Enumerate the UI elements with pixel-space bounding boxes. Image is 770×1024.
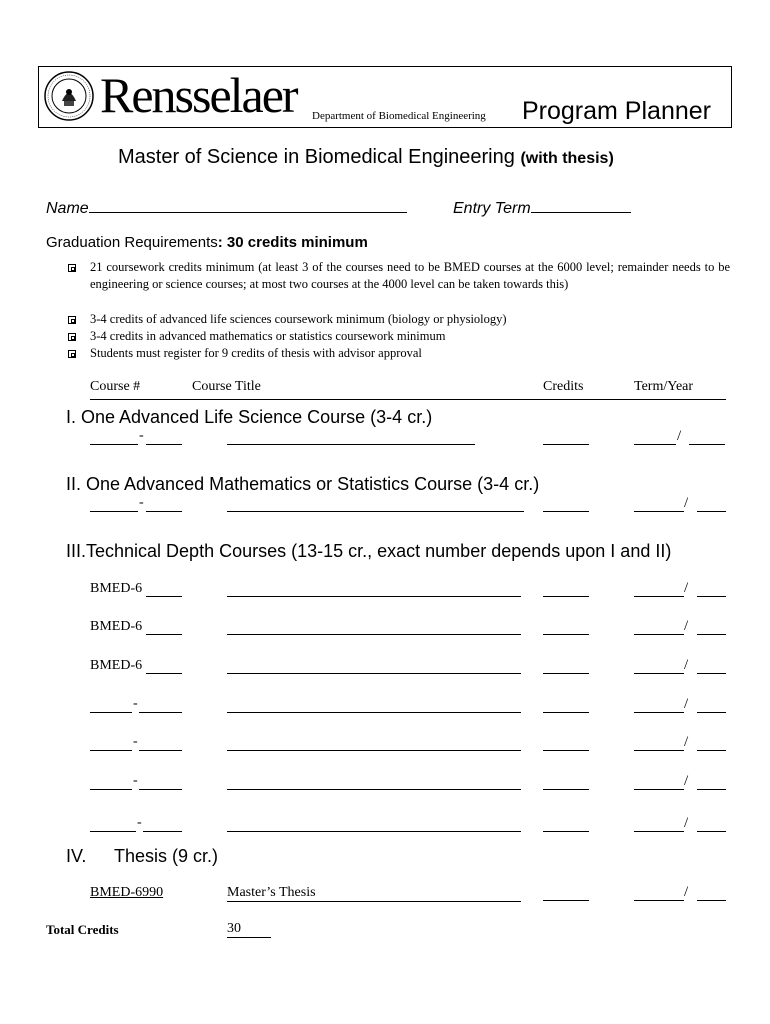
entry-term-field[interactable] — [453, 198, 631, 218]
name-blank[interactable] — [89, 198, 407, 213]
section-4-number: IV. — [66, 846, 87, 866]
course-dash: - — [137, 815, 142, 830]
course-number-blank[interactable] — [139, 750, 182, 751]
course-number-blank[interactable] — [146, 444, 182, 445]
term-blank[interactable] — [634, 596, 684, 597]
section-2-heading: II. One Advanced Mathematics or Statistics Course (3-4 cr.) — [66, 474, 540, 494]
checkbox-bullet-icon — [68, 316, 76, 324]
course-number-blank[interactable] — [143, 831, 182, 832]
column-header-rule — [90, 399, 726, 400]
checkbox-bullet-icon — [68, 264, 76, 272]
title-main: Master of Science in Biomedical Engineering — [118, 146, 515, 168]
total-credits-value: 30 — [227, 921, 271, 938]
course-dept-blank[interactable] — [90, 831, 136, 832]
requirement-item: 3-4 credits in advanced mathematics or statistics coursework minimum — [90, 329, 446, 343]
credits-blank[interactable] — [543, 750, 589, 751]
requirement-item: Students must register for 9 credits of thesis with advisor approval — [90, 346, 422, 360]
course-dept-blank[interactable] — [90, 511, 138, 512]
course-title-blank[interactable] — [227, 712, 521, 713]
term-slash: / — [684, 696, 689, 712]
term-blank[interactable] — [634, 750, 684, 751]
credits-blank[interactable] — [543, 511, 589, 512]
section-1-heading: I. One Advanced Life Science Course (3-4 cr.) — [66, 407, 433, 427]
term-blank[interactable] — [634, 444, 676, 445]
bmed-course-prefix: BMED-6 — [90, 619, 143, 634]
year-blank[interactable] — [697, 596, 726, 597]
thesis-course-title: Master’s Thesis — [227, 885, 521, 902]
course-title-blank[interactable] — [227, 831, 521, 832]
credits-blank[interactable] — [543, 596, 589, 597]
course-number-blank[interactable] — [146, 511, 182, 512]
requirements-heading — [46, 234, 368, 251]
column-header-credits: Credits — [543, 379, 584, 394]
term-slash: / — [684, 618, 689, 634]
term-blank[interactable] — [634, 634, 684, 635]
course-dash: - — [139, 428, 144, 443]
year-blank[interactable] — [697, 831, 726, 832]
bmed-course-prefix: BMED-6 — [90, 658, 143, 673]
course-number-blank[interactable] — [139, 789, 182, 790]
credits-blank[interactable] — [543, 831, 589, 832]
credits-blank[interactable] — [543, 789, 589, 790]
term-blank[interactable] — [634, 673, 684, 674]
credits-blank[interactable] — [543, 712, 589, 713]
credits-blank[interactable] — [543, 900, 589, 901]
year-blank[interactable] — [697, 789, 726, 790]
document-type: Program Planner — [522, 97, 711, 125]
total-credits-label: Total Credits — [46, 922, 119, 937]
course-number-blank[interactable] — [146, 596, 182, 597]
bmed-course-prefix: BMED-6 — [90, 581, 143, 596]
department-name: Department of Biomedical Engineering — [312, 110, 486, 122]
course-dept-blank[interactable] — [90, 789, 132, 790]
course-title-blank[interactable] — [227, 511, 524, 512]
term-blank[interactable] — [634, 900, 684, 901]
course-dash: - — [133, 734, 138, 749]
column-header-course-title: Course Title — [192, 379, 261, 394]
course-dash: - — [133, 696, 138, 711]
term-blank[interactable] — [634, 831, 684, 832]
course-title-blank[interactable] — [227, 634, 521, 635]
credits-blank[interactable] — [543, 673, 589, 674]
term-slash: / — [684, 734, 689, 750]
course-title-blank[interactable] — [227, 673, 521, 674]
course-dept-blank[interactable] — [90, 444, 138, 445]
term-blank[interactable] — [634, 712, 684, 713]
course-title-blank[interactable] — [227, 596, 521, 597]
checkbox-bullet-icon — [68, 350, 76, 358]
course-dept-blank[interactable] — [90, 712, 132, 713]
credits-blank[interactable] — [543, 444, 589, 445]
column-header-course-number: Course # — [90, 379, 141, 394]
term-blank[interactable] — [634, 511, 684, 512]
checkbox-bullet-icon — [68, 333, 76, 341]
requirement-item: 3-4 credits of advanced life sciences coursework minimum (biology or physiology) — [90, 312, 507, 326]
requirements-heading-text: Graduation Requirements — [46, 234, 218, 251]
term-blank[interactable] — [634, 789, 684, 790]
year-blank[interactable] — [697, 750, 726, 751]
year-blank[interactable] — [697, 712, 726, 713]
course-title-blank[interactable] — [227, 789, 521, 790]
name-field[interactable] — [46, 198, 407, 218]
term-slash: / — [677, 428, 682, 444]
year-blank[interactable] — [697, 900, 726, 901]
course-dept-blank[interactable] — [90, 750, 132, 751]
rensselaer-wordmark: Rensselaer — [100, 67, 297, 123]
term-slash: / — [684, 580, 689, 596]
title-suffix: (with thesis) — [520, 150, 614, 167]
entry-term-blank[interactable] — [531, 198, 631, 213]
term-slash: / — [684, 657, 689, 673]
year-blank[interactable] — [697, 673, 726, 674]
rensselaer-seal-logo — [44, 71, 94, 121]
term-slash: / — [684, 495, 689, 511]
term-slash: / — [684, 773, 689, 789]
year-blank[interactable] — [689, 444, 725, 445]
course-number-blank[interactable] — [139, 712, 182, 713]
course-number-blank[interactable] — [146, 673, 182, 674]
section-3-heading: III.Technical Depth Courses (13-15 cr., exact number depends upon I and II) — [66, 541, 672, 561]
year-blank[interactable] — [697, 511, 726, 512]
course-dash: - — [139, 495, 144, 510]
page-title — [118, 146, 614, 169]
term-slash: / — [684, 884, 689, 900]
year-blank[interactable] — [697, 634, 726, 635]
thesis-course-number: BMED-6990 — [90, 885, 164, 900]
course-number-blank[interactable] — [146, 634, 182, 635]
name-label: Name — [46, 200, 89, 217]
course-title-blank[interactable] — [227, 750, 521, 751]
term-slash: / — [684, 815, 689, 831]
column-header-term-year: Term/Year — [634, 379, 694, 394]
course-dash: - — [133, 773, 138, 788]
requirement-item: 21 coursework credits minimum (at least 3 of the courses need to be BMED courses at the 6000 level; remainder needs to be engineering or science courses; at most two courses at the 4000 level can be taken towards this) — [90, 260, 730, 291]
requirements-heading-bold: : 30 credits minimum — [217, 234, 368, 251]
section-4-heading: Thesis (9 cr.) — [114, 846, 219, 866]
course-title-blank[interactable] — [227, 444, 475, 445]
entry-term-label: Entry Term — [453, 200, 531, 217]
credits-blank[interactable] — [543, 634, 589, 635]
